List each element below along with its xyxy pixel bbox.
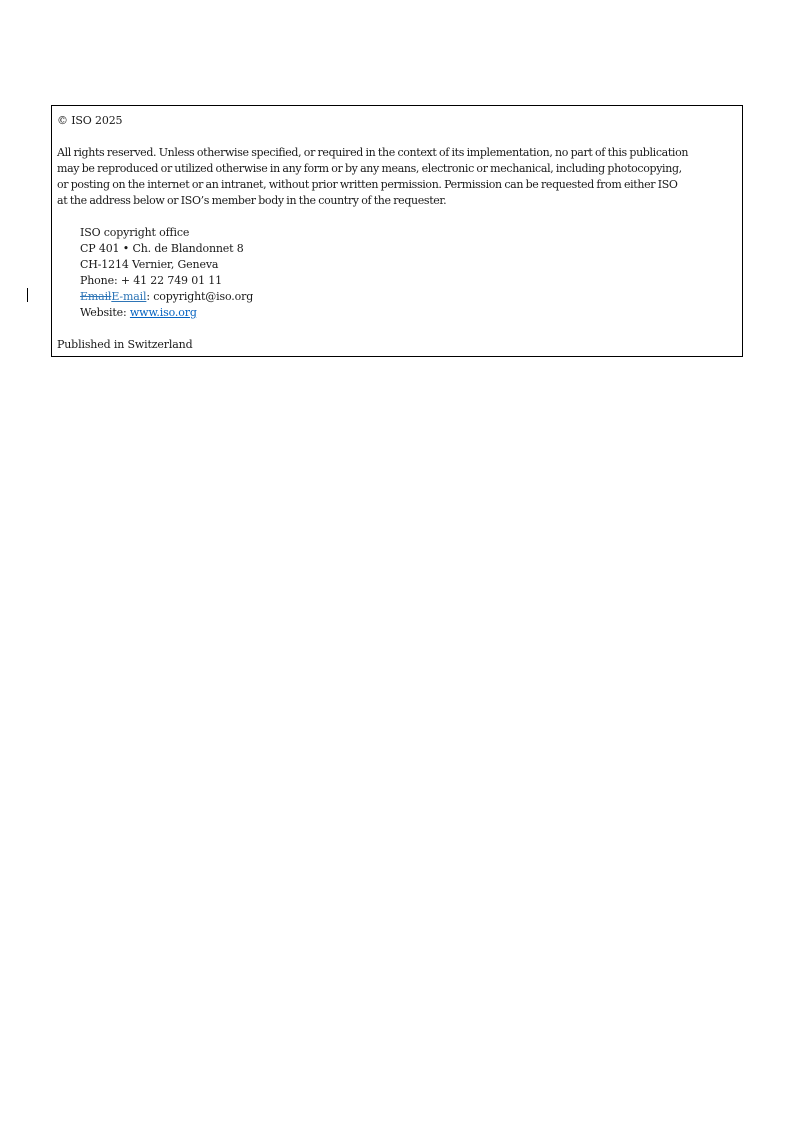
website-line — [80, 305, 737, 321]
copyright-notice: © ISO 2025 — [57, 114, 123, 127]
rights-line: may be reproduced or utilized otherwise in any form or by any means, electronic or mechanical, including photocopying, — [57, 162, 682, 175]
revision-change-bar — [27, 288, 28, 302]
address-line: CP 401 • Ch. de Blandonnet 8 — [80, 242, 244, 255]
rights-line: or posting on the internet or an intranet, without prior written permission. Permission can be requested from either ISO — [57, 178, 678, 191]
copyright-box — [51, 105, 743, 357]
address-line: CH-1214 Vernier, Geneva — [80, 258, 219, 271]
website-link[interactable]: www.iso.org — [129, 306, 197, 319]
phone-line: Phone: + 41 22 749 01 11 — [80, 274, 222, 287]
office-address — [57, 225, 737, 321]
website-label: Website: — [80, 306, 130, 319]
rights-line: at the address below or ISO’s member body in the country of the requester. — [57, 194, 447, 207]
rights-line: All rights reserved. Unless otherwise specified, or required in the context of its implementation, no part of this publication — [57, 146, 689, 159]
email-value: : copyright@iso.org — [146, 290, 254, 303]
email-deleted-label: Email — [80, 290, 112, 303]
email-inserted-label: E-mail — [111, 290, 147, 303]
office-name: ISO copyright office — [80, 226, 190, 239]
spacer — [57, 129, 737, 145]
published-line: Published in Switzerland — [57, 338, 193, 351]
spacer — [57, 321, 737, 337]
email-line — [80, 289, 737, 305]
spacer — [57, 209, 737, 225]
rights-paragraph — [57, 145, 737, 209]
